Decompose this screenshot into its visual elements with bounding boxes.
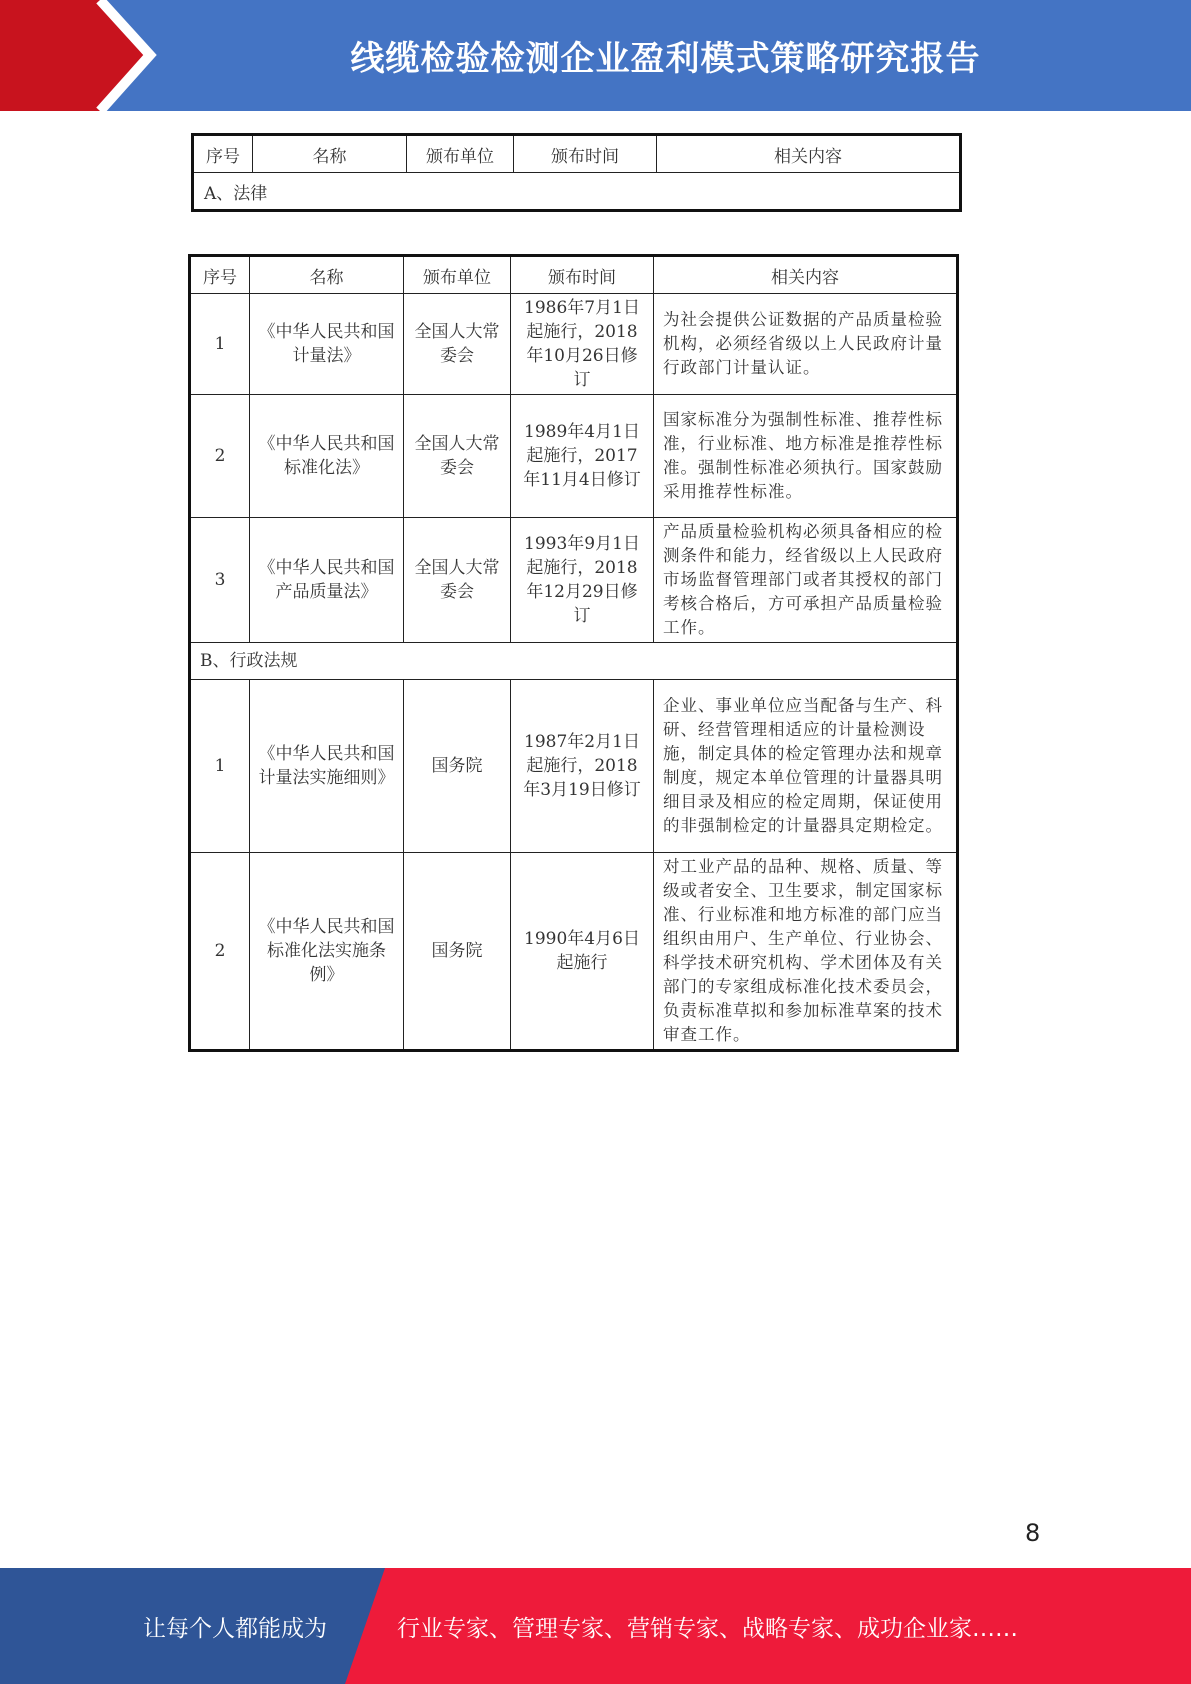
row-issuer: 国务院 — [404, 853, 511, 1051]
row-issuer: 全国人大常委会 — [404, 395, 511, 518]
row-no: 2 — [190, 395, 250, 518]
col-header-name: 名称 — [250, 256, 404, 294]
section-row — [193, 173, 961, 211]
table-row — [190, 518, 958, 643]
section-b-label: B、行政法规 — [190, 643, 958, 680]
row-date: 1986年7月1日起施行，2018年10月26日修订 — [511, 294, 654, 395]
row-issuer: 全国人大常委会 — [404, 294, 511, 395]
law-table-header — [191, 133, 962, 212]
col-header-date: 颁布时间 — [514, 135, 657, 173]
col-header-no: 序号 — [190, 256, 250, 294]
law-table — [188, 254, 959, 1052]
row-name: 《中华人民共和国计量法实施细则》 — [250, 680, 404, 853]
row-date: 1987年2月1日起施行，2018年3月19日修订 — [511, 680, 654, 853]
row-content: 对工业产品的品种、规格、质量、等级或者安全、卫生要求，制定国家标准、行业标准和地方标准的部门应当组织由用户、生产单位、行业协会、科学技术研究机构、学术团体及有关部门的专家组成标准化技术委员会，负责标准草拟和参加标准草案的技术审查工作。 — [654, 853, 958, 1051]
col-header-name: 名称 — [253, 135, 407, 173]
row-content: 企业、事业单位应当配备与生产、科研、经营管理相适应的计量检测设施，制定具体的检定管理办法和规章制度，规定本单位管理的计量器具明细目录及相应的检定周期，保证使用的非强制检定的计量器具定期检定。 — [654, 680, 958, 853]
footer-banner — [0, 1568, 1191, 1684]
row-name: 《中华人民共和国产品质量法》 — [250, 518, 404, 643]
row-date: 1993年9月1日起施行，2018年12月29日修订 — [511, 518, 654, 643]
report-title: 线缆检验检测企业盈利模式策略研究报告 — [350, 39, 981, 79]
row-date: 1990年4月6日起施行 — [511, 853, 654, 1051]
col-header-no: 序号 — [193, 135, 253, 173]
table-row — [190, 680, 958, 853]
section-a-label: A、法律 — [193, 173, 961, 211]
row-no: 1 — [190, 294, 250, 395]
col-header-content: 相关内容 — [657, 135, 961, 173]
row-no: 1 — [190, 680, 250, 853]
footer-slogan-left: 让每个人都能成为 — [143, 1615, 327, 1642]
row-issuer: 国务院 — [404, 680, 511, 853]
row-no: 3 — [190, 518, 250, 643]
table-row — [190, 294, 958, 395]
red-chevron-icon — [0, 0, 160, 111]
row-content: 产品质量检验机构必须具备相应的检测条件和能力，经省级以上人民政府市场监督管理部门或者其授权的部门考核合格后，方可承担产品质量检验工作。 — [654, 518, 958, 643]
footer-slogan-right: 行业专家、管理专家、营销专家、战略专家、成功企业家…… — [397, 1615, 1018, 1642]
row-content: 为社会提供公证数据的产品质量检验机构，必须经省级以上人民政府计量行政部门计量认证。 — [654, 294, 958, 395]
row-name: 《中华人民共和国标准化法》 — [250, 395, 404, 518]
table-header-row — [193, 135, 961, 173]
row-no: 2 — [190, 853, 250, 1051]
table-row — [190, 853, 958, 1051]
row-name: 《中华人民共和国标准化法实施条例》 — [250, 853, 404, 1051]
header-banner — [0, 0, 1191, 111]
col-header-issuer: 颁布单位 — [407, 135, 514, 173]
row-date: 1989年4月1日起施行，2017年11月4日修订 — [511, 395, 654, 518]
row-content: 国家标准分为强制性标准、推荐性标准，行业标准、地方标准是推荐性标准。强制性标准必须执行。国家鼓励采用推荐性标准。 — [654, 395, 958, 518]
row-name: 《中华人民共和国计量法》 — [250, 294, 404, 395]
col-header-content: 相关内容 — [654, 256, 958, 294]
page-number: 8 — [1025, 1519, 1041, 1547]
table-row — [190, 395, 958, 518]
col-header-date: 颁布时间 — [511, 256, 654, 294]
row-issuer: 全国人大常委会 — [404, 518, 511, 643]
section-row — [190, 643, 958, 680]
col-header-issuer: 颁布单位 — [404, 256, 511, 294]
table-header-row — [190, 256, 958, 294]
